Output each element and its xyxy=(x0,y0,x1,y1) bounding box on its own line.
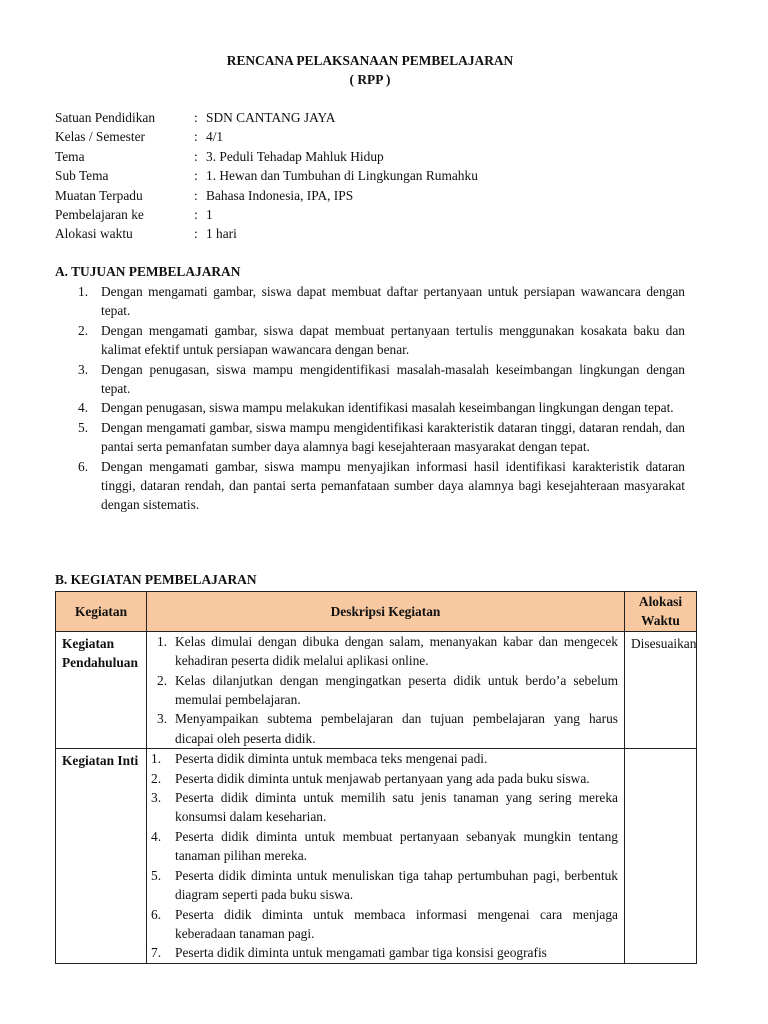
item-number: 4. xyxy=(78,400,89,416)
info-row xyxy=(55,127,478,146)
item-text: Peserta didik diminta untuk menjawab pertanyaan yang ada pada buku siswa. xyxy=(175,770,590,786)
item-text: Peserta didik diminta untuk mengamati gambar tiga konsisi geografis xyxy=(175,945,547,961)
list-item xyxy=(147,866,624,905)
section-a-heading: A. TUJUAN PEMBELAJARAN xyxy=(55,264,241,279)
table-row xyxy=(56,749,697,963)
item-number: 3. xyxy=(78,361,89,377)
steps-list xyxy=(147,632,624,748)
info-row xyxy=(55,186,478,205)
item-text: Peserta didik diminta untuk membuat pertanyaan sebanyak mungkin tentang tanaman pilihan mereka. xyxy=(175,828,618,864)
item-number: 2. xyxy=(78,322,89,338)
item-number: 6. xyxy=(151,906,162,922)
item-text: Menyampaikan subtema pembelajaran dan tujuan pembelajaran yang harus dicapai oleh peserta didik. xyxy=(175,711,618,746)
info-value: 3. Peduli Tehadap Mahluk Hidup xyxy=(206,148,384,164)
item-number: 7. xyxy=(151,945,162,961)
activity-name: Kegiatan Pendahuluan xyxy=(56,631,147,748)
info-row xyxy=(55,166,478,185)
item-text: Dengan mengamati gambar, siswa mampu menyajikan informasi hasil identifikasi karakteristik dataran tinggi, dataran rendah, dan pantai serta pemanfataan sumber daya alamnya bagi kesejahteraan masyarakat dengan sistematis. xyxy=(101,458,685,513)
item-text: Kelas dilanjutkan dengan mengingatkan peserta didik untuk berdo’a sebelum memulai pembelajaran. xyxy=(175,672,618,708)
info-value: SDN CANTANG JAYA xyxy=(206,110,336,125)
list-item xyxy=(147,788,624,827)
info-label: Alokasi waktu xyxy=(55,226,133,242)
list-item xyxy=(78,457,685,515)
item-text: Dengan mengamati gambar, siswa mampu mengidentifikasi karakteristik dataran tinggi, dataran rendah, dan pantai serta pemanfatan sumber daya alamnya bagi kesejahteraan masyarakat dengan tepat. xyxy=(101,419,685,455)
item-text: Peserta didik diminta untuk membaca teks mengenai padi. xyxy=(175,751,488,767)
identity-block xyxy=(55,108,478,244)
table-header-row xyxy=(56,592,697,632)
item-text: Peserta didik diminta untuk membaca informasi mengenai cara menjaga keberadaan tanaman pagi. xyxy=(175,906,618,941)
info-value: 4/1 xyxy=(206,129,224,145)
activity-name: Kegiatan Inti xyxy=(56,749,147,963)
list-item xyxy=(147,905,624,944)
item-number: 1. xyxy=(151,751,162,767)
info-value: 1 xyxy=(206,206,213,222)
activity-time xyxy=(625,749,697,963)
list-item xyxy=(78,282,685,321)
info-label: Pembelajaran ke xyxy=(55,206,144,222)
header-deskripsi: Deskripsi Kegiatan xyxy=(147,592,625,632)
item-text: Dengan mengamati gambar, siswa dapat membuat pertanyaan tertulis menggunakan kosakata baku dan kalimat efektif untuk persiapan wawancara dengan benar. xyxy=(101,322,685,358)
list-item xyxy=(147,709,624,748)
item-text: Kelas dimulai dengan dibuka dengan salam, menanyakan kabar dan mengecek kehadiran peserta didik melalui aplikasi online. xyxy=(175,633,618,669)
list-item xyxy=(147,749,624,768)
list-item xyxy=(147,632,624,671)
item-number: 4. xyxy=(151,828,162,844)
item-number: 2. xyxy=(151,770,162,786)
info-value: 1 hari xyxy=(206,226,237,242)
item-text: Dengan penugasan, siswa mampu mengidentifikasi masalah-masalah keseimbangan lingkungan dengan tepat. xyxy=(101,361,685,397)
activity-description xyxy=(147,749,625,963)
item-number: 1. xyxy=(78,284,89,299)
info-row xyxy=(55,224,478,243)
list-item xyxy=(78,321,685,360)
item-text: Peserta didik diminta untuk menuliskan tiga tahap pertumbuhan pagi, berbentuk diagram seperti pada buku siswa. xyxy=(175,867,618,903)
info-label: Muatan Terpadu xyxy=(55,187,143,203)
list-item xyxy=(147,827,624,866)
info-row xyxy=(55,108,478,127)
list-item xyxy=(78,398,685,417)
info-colon: : xyxy=(194,168,198,184)
info-label: Sub Tema xyxy=(55,168,109,184)
item-number: 5. xyxy=(151,867,162,883)
info-colon: : xyxy=(194,187,198,203)
item-number: 3. xyxy=(151,790,162,806)
list-item xyxy=(147,671,624,710)
info-value: Bahasa Indonesia, IPA, IPS xyxy=(206,187,354,203)
info-value: 1. Hewan dan Tumbuhan di Lingkungan Rumahku xyxy=(206,168,478,184)
learning-goals-list xyxy=(78,282,685,515)
list-item xyxy=(78,418,685,457)
info-row xyxy=(55,147,478,166)
steps-list xyxy=(147,749,624,962)
list-item xyxy=(147,769,624,788)
item-text: Peserta didik diminta untuk memilih satu jenis tanaman yang sering mereka konsumsi dalam keseharian. xyxy=(175,790,618,825)
section-b-heading: B. KEGIATAN PEMBELAJARAN xyxy=(55,572,257,587)
item-text: Dengan mengamati gambar, siswa dapat membuat daftar pertanyaan untuk persiapan wawancara dengan tepat. xyxy=(101,284,685,319)
table-row xyxy=(56,631,697,748)
info-row xyxy=(55,205,478,224)
header-alokasi: Alokasi Waktu xyxy=(625,592,697,632)
activities-table xyxy=(55,591,697,964)
info-label: Kelas / Semester xyxy=(55,129,145,145)
info-colon: : xyxy=(194,129,198,145)
info-colon: : xyxy=(194,226,198,242)
item-number: 5. xyxy=(78,419,89,435)
header-kegiatan: Kegiatan xyxy=(56,592,147,632)
info-label: Satuan Pendidikan xyxy=(55,110,156,125)
activity-description xyxy=(147,631,625,748)
item-number: 2. xyxy=(157,672,168,688)
document-title: RENCANA PELAKSANAAN PEMBELAJARAN xyxy=(226,53,514,68)
info-label: Tema xyxy=(55,148,85,164)
document-subtitle: ( RPP ) xyxy=(349,72,391,87)
activity-time: Disesuaikan xyxy=(625,631,697,748)
list-item xyxy=(78,360,685,399)
info-colon: : xyxy=(194,148,198,164)
info-colon: : xyxy=(194,206,198,222)
info-colon: : xyxy=(194,110,198,125)
item-text: Dengan penugasan, siswa mampu melakukan identifikasi masalah keseimbangan lingkungan dengan tepat. xyxy=(101,400,674,416)
item-number: 3. xyxy=(157,711,168,727)
list-item xyxy=(147,943,624,962)
item-number: 6. xyxy=(78,458,89,474)
item-number: 1. xyxy=(157,633,168,649)
